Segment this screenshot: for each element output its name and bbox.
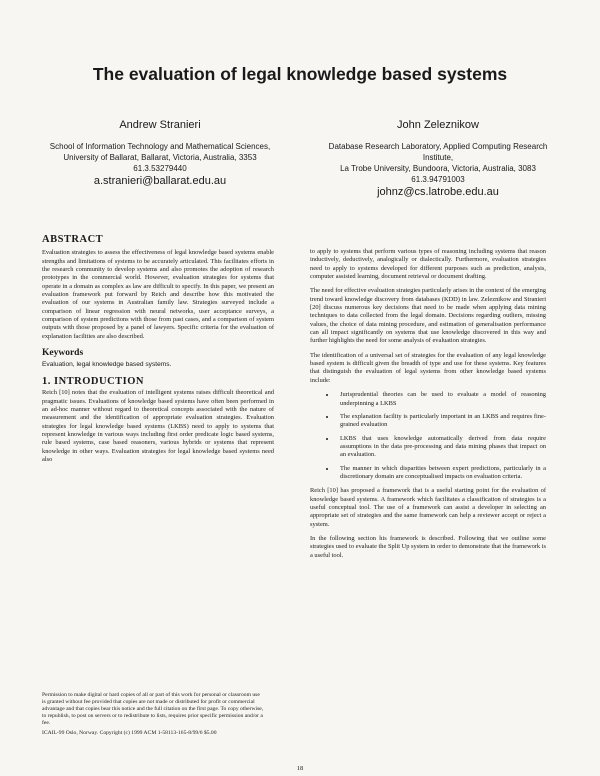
- author-address: La Trobe University, Bundoora, Victoria, Australia, 3083: [340, 164, 536, 173]
- list-item: • The manner in which disparities between expert predictions, particularly in a discretionary domain are conceptualised impacts on evaluation criteria.: [336, 465, 546, 482]
- body-paragraph: The need for effective evaluation strategies particularly arises in the context of the emerging trend toward knowledge discovery from databases (KDD) in law. Zeleznikow and Stranieri [20] discuss numerous key decisions that need to be made when applying data mining techniques to data collected from the legal domain. Decisions regarding outliers, missing values, the choice of data mining procedure, and estimation of generalisation performance can all impact significantly on systems that use knowledge discovered in this way and further highlights the need for some analysis of evaluation strategies.: [310, 287, 546, 345]
- list-item: • LKBS that uses knowledge automatically derived from data require assumptions in the data pre-processing and data mining phases that impact on an evaluation.: [336, 435, 546, 460]
- paper-title: The evaluation of legal knowledge based systems: [92, 64, 508, 84]
- left-column: [42, 236, 274, 470]
- right-column: [310, 248, 546, 566]
- author-email: a.stranieri@ballarat.edu.au: [93, 175, 227, 187]
- permission-text: Permission to make digital or hard copies of all or part of this work for personal or classroom use is granted without fee provided that copies are not made or distributed for profit or commercial advantage and that copies bear this notice and the full citation on the first page. To copy otherwise, to republish, to post on servers or to redistribute to lists, requires prior specific permission and/or a fee.: [42, 692, 264, 727]
- body-paragraph: In the following section his framework is described. Following that we outline some strategies used to evaluate the Split Up system in order to demonstrate that the framework is a useful tool.: [310, 534, 546, 559]
- page-number: 18: [296, 765, 304, 772]
- body-paragraph: to apply to systems that perform various types of reasoning including systems that reason inductively, deductively, analogically or dialectically. Furthermore, evaluation strategies need to apply to systems developed for different purposes such as prediction, analysis, computer assisted learning, document retrieval or document drafting.: [310, 248, 546, 281]
- author-email: johnz@cs.latrobe.edu.au: [377, 186, 499, 198]
- introduction-heading: 1. INTRODUCTION: [42, 375, 145, 387]
- author-block-1: [40, 120, 280, 187]
- abstract-heading: ABSTRACT: [42, 234, 104, 245]
- author-block-2: [318, 120, 558, 198]
- feature-list: [310, 391, 546, 481]
- author-phone: 61.3.94791003: [411, 175, 465, 184]
- author-affiliation: Database Research Laboratory, Applied Computing Research Institute,: [328, 142, 548, 162]
- author-name: Andrew Stranieri: [119, 119, 201, 131]
- abstract-text: Evaluation strategies to assess the effectiveness of legal knowledge based systems enable strengths and limitations of systems to be accurately articulated. This facilitates efforts in the research community to develop systems and also promotes the adoption of research prototypes in the commercial world. However, evaluation strategies for systems that operate in a domain as complex as law are difficult to specify. In this paper, we present an evaluation framework put forward by Reich and describe how this motivated the evaluation of our systems in Australian family law. Strategies surveyed include a comparison of linear regression with neural networks, user acceptance surveys, a comparison of system predictions with those from past cases, and a comparison of system outputs with those proposed by a panel of lawyers. Specific criteria for the evaluation of explanation facilities are also described.: [42, 249, 274, 340]
- keywords-text: Evaluation, legal knowledge based systems.: [42, 361, 172, 369]
- permission-notice: [42, 692, 264, 741]
- author-address: University of Ballarat, Ballarat, Victoria, Australia, 3353: [63, 153, 257, 162]
- author-name: John Zeleznikow: [397, 119, 479, 131]
- author-affiliation: School of Information Technology and Mathematical Sciences,: [49, 142, 271, 151]
- list-item: • Jurisprudential theories can be used to evaluate a model of reasoning underpinning a LKBS: [336, 391, 546, 408]
- body-paragraph: Reich [10] has proposed a framework that is a useful starting point for the evaluation of knowledge based systems. A framework which facilitates a classification of strategies is a useful conceptual tool. The use of a framework can assist a developer in selecting an appropriate set of strategies and the same framework can help a reviewer accept or reject a system.: [310, 487, 546, 528]
- list-item: • The explanation facility is particularly important in an LKBS and requires fine-grained evaluation: [336, 413, 546, 430]
- body-paragraph: The identification of a universal set of strategies for the evaluation of any legal knowledge based system is difficult given the breadth of type and use for these systems. Key features that distinguish the evaluation of legal systems from other knowledge based systems include:: [310, 351, 546, 384]
- keywords-heading: Keywords: [42, 348, 84, 359]
- author-phone: 61.3.53279440: [133, 164, 187, 173]
- introduction-paragraph: Reich [10] notes that the evaluation of intelligent systems raises difficult theoretical and pragmatic issues. Evaluations of knowledge based systems have often been performed in an ad-hoc manner without regard to theoretical concepts associated with the nature of measurement and the identification of appropriate evaluation strategies. Evaluation strategies for legal knowledge based systems (LKBS) need to apply to systems that represent knowledge in various ways including first order predicate logic based systems, rule based systems, case based reasoners, various hybrids or systems that represent knowledge in other ways. Evaluation strategies for legal knowledge based systems need also: [42, 389, 274, 463]
- copyright-line: ICAIL-99 Oslo, Norway. Copyright (c) 1999 ACM 1-58113-165-8/99/6 $5.00: [42, 730, 217, 737]
